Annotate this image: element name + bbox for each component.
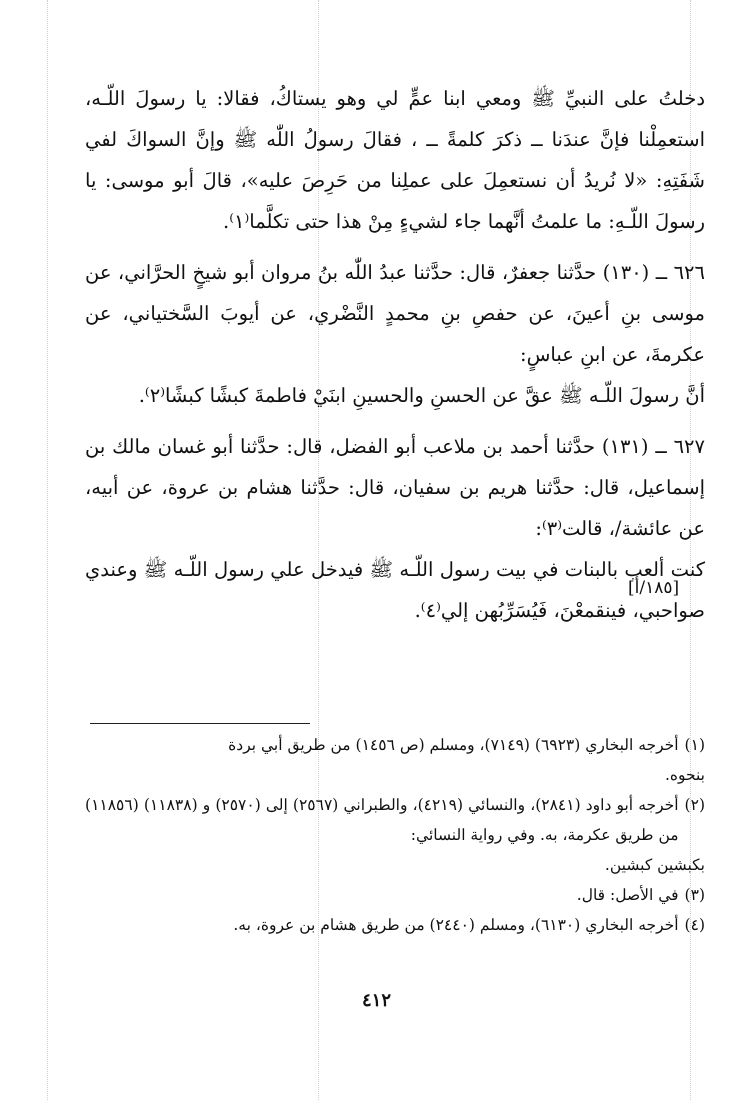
footnote-number: (٤) [684, 916, 705, 934]
main-text [85, 78, 705, 631]
footnote [85, 730, 705, 790]
paragraph-hadith-626-isnad: ٦٢٦ ــ (١٣٠) حدَّثنا جعفرٌ، قال: حدَّثنا عبدُ اللّٰه بنُ مروان أبو شيخٍ الحرَّاني، عن موسى بنِ أعينَ، عن حفصِ بنِ محمدٍ النَّضْري، عن أيوبَ السَّختياني، عن عكرمةَ، عن ابنِ عباسٍ: [85, 261, 705, 366]
footnote-number: (٢) [684, 796, 705, 814]
footnote [85, 880, 705, 910]
footnote-continuation: بكبشين كبشين. [604, 856, 705, 874]
footnote-separator [90, 723, 310, 724]
footnotes [85, 730, 705, 940]
paragraph-hadith-626-matn: أنَّ رسولَ اللّـه ﷺ عقَّ عن الحسنِ والحسينِ ابنَيْ فاطمةَ كبشًا كبشًا⁽٢⁾. [138, 384, 705, 407]
paragraph-hadith-627-isnad: ٦٢٧ ــ (١٣١) حدَّثنا أحمد بن ملاعب أبو الفضل، قال: حدَّثنا أبو غسان مالك بن إسماعيل، قال: حدَّثنا هريم بن سفيان، قال: حدَّثنا هشام بن عروة، عن أبيه، عن عائشة/، قالت⁽٣⁾: [85, 435, 705, 540]
footnote [85, 790, 705, 880]
footnote-number: (٣) [684, 886, 705, 904]
footnote [85, 910, 705, 940]
footnote-text: أخرجه البخاري (٦٩٢٣) (٧١٤٩)، ومسلم (ص ١٤٥٦) من طريق أبي بردة [228, 736, 679, 754]
footnote-text: أخرجه البخاري (٦١٣٠)، ومسلم (٢٤٤٠) من طريق هشام بن عروة، به. [233, 916, 679, 934]
scan-guide-line [47, 0, 48, 1100]
paragraph-hadith-intro: دخلتُ على النبيِّ ﷺ ومعي ابنا عمٍّ لي وهو يستاكُ، فقالا: يا رسولَ اللّـه، استعمِلْنا فإنَّ عندَنا ــ ذكرَ كلمةً ــ ، فقالَ رسولُ اللّٰه ﷺ وإنَّ السواكَ لفي شَفَتِهِ: «لا نُريدُ أن نستعمِلَ على عملِنا من حَرِصَ عليه»، قالَ أبو موسى: يا رسولَ اللّـهِ: ما علمتُ أنَّهما جاء لشيءٍ مِنْ هذا حتى تكلَّما⁽١⁾. [85, 87, 705, 233]
footnote-number: (١) [684, 736, 705, 754]
page-number: ٤١٢ [361, 990, 391, 1011]
footnote-continuation: بنحوه. [664, 766, 705, 784]
paragraph-hadith-627-matn: كنت ألعب بالبنات في بيت رسول اللّـه ﷺ فيدخل علي رسول اللّـه ﷺ وعندي صواحبي، فينقمعْنَ، فَيُسَرِّبُهن إلي⁽٤⁾. [85, 558, 705, 622]
footnote-text: في الأصل: قال. [576, 886, 679, 904]
footnote-text: أخرجه أبو داود (٢٨٤١)، والنسائي (٤٢١٩)، والطبراني (٢٥٦٧) إلى (٢٥٧٠) و (١١٨٣٨) (١١٨٥٦) من طريق عكرمة، به. وفي رواية النسائي: [85, 796, 679, 844]
marginal-folio-reference: [١٨٥/أ] [628, 578, 680, 598]
